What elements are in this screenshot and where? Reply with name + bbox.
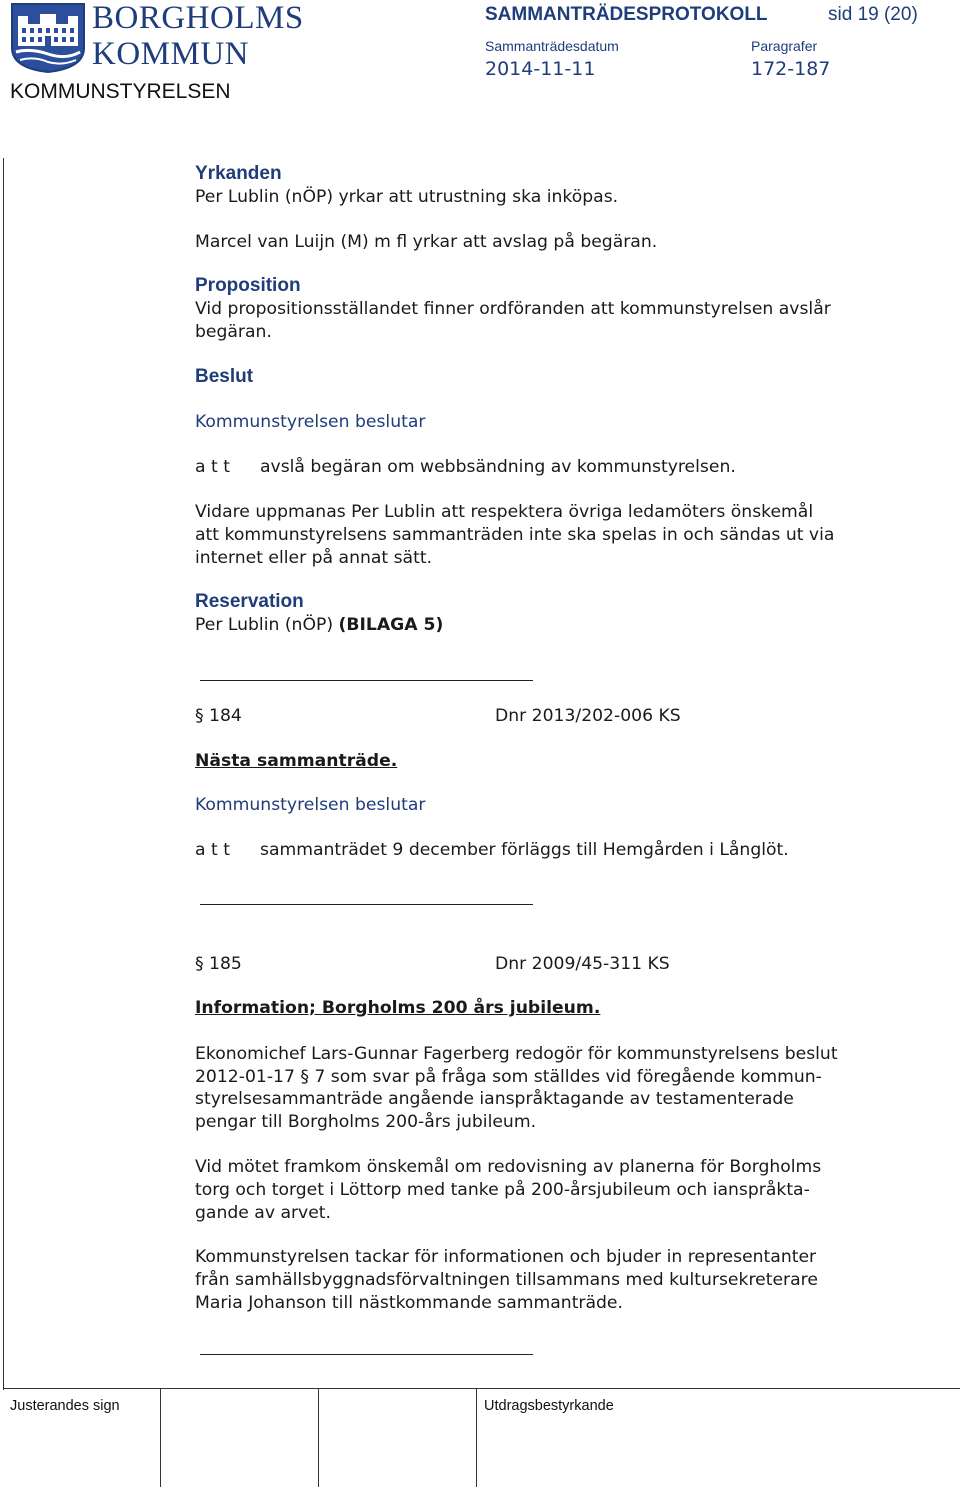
info-text: styrelsesammanträde angående ianspråktagande av testamenterade [195, 1089, 794, 1109]
proposition-text: Vid propositionsställandet finner ordföranden att kommunstyrelsen avslår [195, 299, 831, 319]
meeting-date-label: Sammanträdesdatum [485, 38, 619, 54]
paragraphs-value: 172-187 [751, 58, 831, 80]
info-text: Maria Johanson till nästkommande sammanträde. [195, 1293, 623, 1313]
utdragsbestyrkande-label: Utdragsbestyrkande [484, 1398, 614, 1414]
paragraph-title: Information; Borgholms 200 års jubileum. [195, 998, 601, 1018]
decision-intro: Kommunstyrelsen beslutar [195, 795, 426, 815]
reservation-name: Per Lublin (nÖP) [195, 615, 334, 635]
footer-divider [476, 1388, 477, 1487]
vidare-text: Vidare uppmanas Per Lublin att respektera övriga ledamöters önskemål [195, 502, 814, 522]
dnr: Dnr 2009/45-311 KS [495, 954, 670, 974]
dnr: Dnr 2013/202-006 KS [495, 706, 681, 726]
org-name-line1: BORGHOLMS [92, 0, 304, 36]
att-label: a t t [195, 840, 230, 860]
borgholm-castle-logo-icon [10, 2, 86, 74]
justerandes-sign-label: Justerandes sign [10, 1398, 120, 1414]
paragraph-title: Nästa sammanträde. [195, 751, 398, 771]
left-margin-rule [3, 158, 4, 1390]
beslut-intro: Kommunstyrelsen beslutar [195, 412, 426, 432]
footer-divider [318, 1388, 319, 1487]
reservation-heading: Reservation [195, 591, 304, 612]
paragraph-number: § 184 [195, 706, 242, 726]
info-text: Vid mötet framkom önskemål om redovisning av planerna för Borgholms [195, 1157, 822, 1177]
paragraph-number: § 185 [195, 954, 242, 974]
proposition-text: begäran. [195, 322, 272, 342]
proposition-heading: Proposition [195, 275, 301, 296]
beslut-text: avslå begäran om webbsändning av kommunstyrelsen. [260, 457, 736, 477]
yrkanden-heading: Yrkanden [195, 163, 282, 184]
att-label: a t t [195, 457, 230, 477]
vidare-text: internet eller på annat sätt. [195, 548, 433, 568]
yrkanden-line: Marcel van Luijn (M) m fl yrkar att avslag på begäran. [195, 232, 658, 252]
info-text: gande av arvet. [195, 1203, 331, 1223]
info-text: pengar till Borgholms 200-års jubileum. [195, 1112, 537, 1132]
footer-rule [3, 1388, 960, 1389]
section-separator [200, 904, 533, 905]
beslut-heading: Beslut [195, 366, 254, 387]
info-text: torg och torget i Löttorp med tanke på 200-årsjubileum och ianspråkta- [195, 1180, 810, 1200]
page-number: sid 19 (20) [828, 4, 918, 25]
paragraphs-label: Paragrafer [751, 38, 818, 54]
reservation-text [195, 614, 443, 637]
info-text: från samhällsbyggnadsförvaltningen tillsammans med kultursekreterare [195, 1270, 818, 1290]
board-name: KOMMUNSTYRELSEN [10, 80, 231, 103]
vidare-text: att kommunstyrelsens sammanträden inte ska spelas in och sändas ut via [195, 525, 835, 545]
document-title: SAMMANTRÄDESPROTOKOLL [485, 4, 768, 25]
info-text: 2012-01-17 § 7 som svar på fråga som ställdes vid föregående kommun- [195, 1067, 822, 1087]
yrkanden-line: Per Lublin (nÖP) yrkar att utrustning ska inköpas. [195, 187, 619, 207]
info-text: Ekonomichef Lars-Gunnar Fagerberg redogör för kommunstyrelsens beslut [195, 1044, 838, 1064]
info-text: Kommunstyrelsen tackar för informationen och bjuder in representanter [195, 1247, 817, 1267]
section-separator [200, 1354, 533, 1355]
org-name-line2: KOMMUN [92, 36, 250, 72]
footer-divider [160, 1388, 161, 1487]
reservation-bilaga: (BILAGA 5) [338, 615, 444, 635]
section-separator [200, 680, 533, 681]
meeting-date-value: 2014-11-11 [485, 58, 596, 80]
decision-text: sammanträdet 9 december förläggs till Hemgården i Långlöt. [260, 840, 789, 860]
